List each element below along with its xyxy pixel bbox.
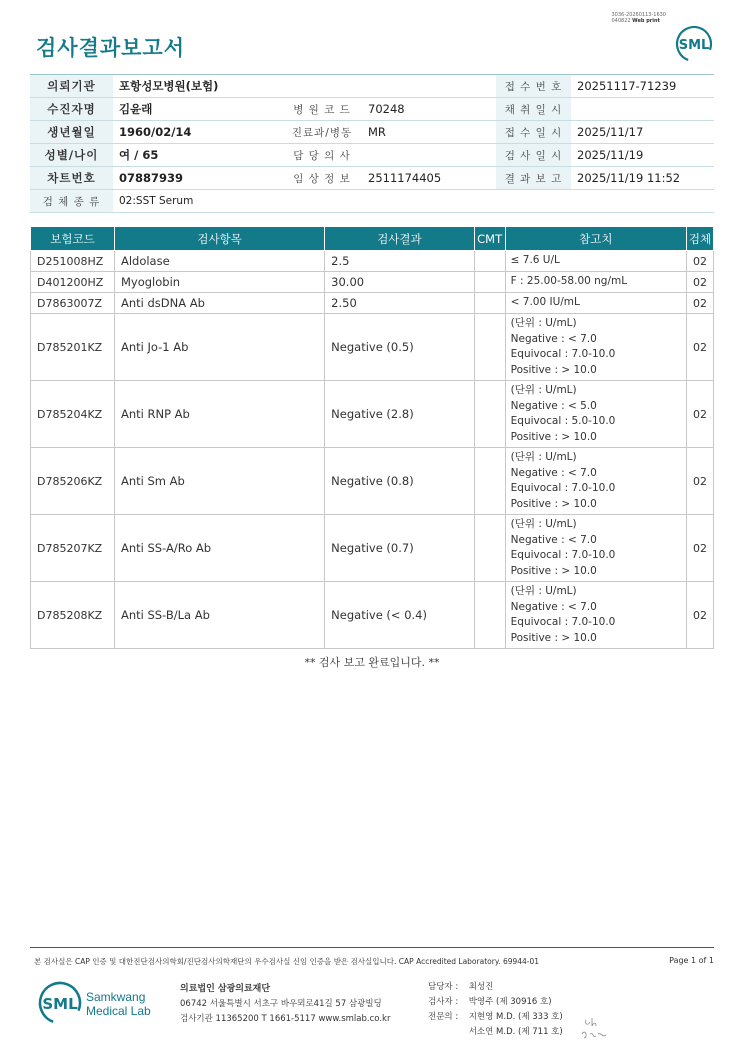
reference-cell: [505, 251, 686, 272]
info-row: [30, 121, 714, 144]
reference-cell: [505, 293, 686, 314]
reference-line: Equivocal : 7.0-10.0: [510, 482, 616, 494]
result-cell: Negative (0.5): [325, 314, 475, 381]
report-complete-note: ** 검사 보고 완료입니다. **: [304, 656, 440, 669]
staff-row: [428, 1025, 563, 1040]
staff-role: 검사자 :: [428, 997, 459, 1007]
samkwang-logo-icon: [36, 980, 84, 1026]
dept-label: 진료과/병동: [282, 121, 362, 144]
reference-line: ≤ 7.6 U/L: [510, 254, 560, 267]
clinical-info-label: 임 상 정 보: [282, 167, 362, 190]
staff-role: 담당자 :: [428, 982, 459, 992]
doctor-value: [362, 144, 496, 167]
test-item-cell: Aldolase: [114, 251, 324, 272]
foundation-contact: 검사기관 11365200 T 1661-5117 www.smlab.co.kr: [180, 1014, 391, 1024]
staff-info: [428, 980, 563, 1040]
col-header-cmt: CMT: [474, 227, 505, 251]
test-item-cell: Anti Sm Ab: [114, 448, 324, 515]
report-date-value: 2025/11/19 11:52: [571, 167, 714, 190]
reference-line: Positive : > 10.0: [510, 564, 597, 577]
foundation-name: 의료법인 삼광의료재단: [180, 984, 271, 994]
brand-name: [86, 990, 151, 1018]
reference-line: Positive : > 10.0: [510, 497, 597, 510]
col-header-specimen: 검체: [686, 227, 713, 251]
info-row: [30, 75, 714, 98]
result-cell: Negative (< 0.4): [325, 582, 475, 649]
cmt-cell: [474, 515, 505, 582]
specimen-type-label: 검 체 종 류: [30, 190, 113, 213]
insurance-code-cell: D251008HZ: [31, 251, 115, 272]
specimen-cell: 02: [686, 582, 713, 649]
collection-date-value: [571, 98, 714, 121]
specimen-type-value: 02:SST Serum: [113, 190, 714, 213]
insurance-code-cell: D785204KZ: [31, 381, 115, 448]
cmt-cell: [474, 272, 505, 293]
foundation-address: 06742 서울특별시 서초구 바우뫼로41길 57 삼광빌딩: [180, 999, 382, 1009]
staff-name: 박영주 (제 30916 호): [468, 997, 552, 1007]
reference-line: (단위 : U/mL): [510, 317, 577, 329]
test-date-value: 2025/11/19: [571, 144, 714, 167]
test-item-cell: Anti dsDNA Ab: [114, 293, 324, 314]
dob-label: 생년월일: [30, 121, 113, 144]
receipt-date-value: 2025/11/17: [571, 121, 714, 144]
result-cell: Negative (0.7): [325, 515, 475, 582]
test-item-cell: Anti SS-A/Ro Ab: [114, 515, 324, 582]
cmt-cell: [474, 293, 505, 314]
chart-no-value: 07887939: [113, 167, 282, 190]
result-cell: 2.5: [325, 251, 475, 272]
test-item-cell: Myoglobin: [114, 272, 324, 293]
info-row: [30, 190, 714, 213]
col-header-insurance-code: 보험코드: [31, 227, 115, 251]
print-code-label: Web print: [632, 18, 660, 24]
reference-cell: [505, 582, 686, 649]
result-row: [31, 448, 714, 515]
hospital-code-value: 70248: [362, 98, 496, 121]
staff-row: [428, 980, 563, 995]
staff-row: [428, 1010, 563, 1025]
sml-logo-text: SML: [678, 38, 710, 53]
test-item-cell: Anti SS-B/La Ab: [114, 582, 324, 649]
insurance-code-cell: D785208KZ: [31, 582, 115, 649]
reference-line: (단위 : U/mL): [510, 518, 577, 530]
reference-cell: [505, 448, 686, 515]
requesting-org-value: 포항성모병원(보험): [113, 75, 496, 98]
reference-line: (단위 : U/mL): [510, 451, 577, 463]
staff-row: [428, 995, 563, 1010]
reference-line: < 7.00 IU/mL: [510, 296, 580, 309]
sex-age-label: 성별/나이: [30, 144, 113, 167]
result-cell: 2.50: [325, 293, 475, 314]
result-row: [31, 293, 714, 314]
brand-line2: Medical Lab: [86, 1004, 151, 1018]
patient-name-label: 수진자명: [30, 98, 113, 121]
chart-no-label: 차트번호: [30, 167, 113, 190]
reference-line: Negative : < 7.0: [510, 466, 597, 479]
reference-line: Equivocal : 7.0-10.0: [510, 348, 616, 360]
col-header-reference: 참고치: [505, 227, 686, 251]
col-header-test-item: 검사항목: [114, 227, 324, 251]
result-row: [31, 582, 714, 649]
reference-cell: [505, 515, 686, 582]
cmt-cell: [474, 381, 505, 448]
brand-line1: Samkwang: [86, 990, 146, 1004]
staff-name: 서소연 M.D. (제 711 호): [468, 1027, 563, 1037]
test-item-cell: Anti Jo-1 Ab: [114, 314, 324, 381]
result-cell: Negative (0.8): [325, 448, 475, 515]
dob-value: 1960/02/14: [113, 121, 282, 144]
doctor-label: 담 당 의 사: [282, 144, 362, 167]
cmt-cell: [474, 314, 505, 381]
cmt-cell: [474, 582, 505, 649]
page-number: Page 1 of 1: [669, 956, 714, 965]
result-cell: 30.00: [325, 272, 475, 293]
dept-value: MR: [362, 121, 496, 144]
result-row: [31, 314, 714, 381]
specimen-cell: 02: [686, 381, 713, 448]
print-code-line1: 3036-20260113-1630: [611, 12, 666, 18]
sex-age-value: 여 / 65: [113, 144, 282, 167]
insurance-code-cell: D7863007Z: [31, 293, 115, 314]
results-table: [30, 226, 714, 649]
result-row: [31, 251, 714, 272]
hospital-code-label: 병 원 코 드: [282, 98, 362, 121]
reference-line: Negative : < 7.0: [510, 533, 597, 546]
result-row: [31, 381, 714, 448]
report-date-label: 결 과 보 고: [496, 167, 571, 190]
col-header-result: 검사결과: [325, 227, 475, 251]
insurance-code-cell: D785207KZ: [31, 515, 115, 582]
staff-name: 최성진: [468, 982, 494, 992]
results-header-row: [31, 227, 714, 251]
receipt-date-label: 접 수 일 시: [496, 121, 571, 144]
reference-line: Negative : < 7.0: [510, 332, 597, 345]
insurance-code-cell: D785201KZ: [31, 314, 115, 381]
reference-line: (단위 : U/mL): [510, 384, 577, 396]
results-body: [31, 251, 714, 649]
test-date-label: 검 사 일 시: [496, 144, 571, 167]
reference-line: Positive : > 10.0: [510, 631, 597, 644]
page-title: 검사결과보고서: [36, 36, 186, 60]
reference-line: Equivocal : 5.0-10.0: [510, 415, 616, 427]
specimen-cell: 02: [686, 251, 713, 272]
footer-divider: [30, 947, 714, 948]
staff-role: 전문의 :: [428, 1012, 459, 1022]
test-item-cell: Anti RNP Ab: [114, 381, 324, 448]
reference-line: Negative : < 5.0: [510, 399, 597, 412]
reference-cell: [505, 381, 686, 448]
print-code: [611, 12, 666, 24]
cmt-cell: [474, 448, 505, 515]
reference-line: Positive : > 10.0: [510, 363, 597, 376]
sml-logo-icon: [674, 24, 714, 64]
staff-name: 지현영 M.D. (제 333 호): [468, 1012, 563, 1022]
specimen-cell: 02: [686, 314, 713, 381]
specimen-cell: 02: [686, 272, 713, 293]
reference-cell: [505, 314, 686, 381]
signature-icon: [580, 1012, 610, 1040]
info-row: [30, 167, 714, 190]
requesting-org-label: 의뢰기관: [30, 75, 113, 98]
receipt-no-value: 20251117-71239: [571, 75, 714, 98]
insurance-code-cell: D401200HZ: [31, 272, 115, 293]
result-row: [31, 515, 714, 582]
reference-line: Equivocal : 7.0-10.0: [510, 549, 616, 561]
print-code-number: 040822: [611, 18, 631, 24]
receipt-no-label: 접 수 번 호: [496, 75, 571, 98]
reference-cell: [505, 272, 686, 293]
reference-line: F : 25.00-58.00 ng/mL: [510, 275, 628, 288]
patient-info-table: [30, 74, 714, 213]
print-code-line2: [611, 18, 666, 24]
result-row: [31, 272, 714, 293]
reference-line: (단위 : U/mL): [510, 585, 577, 597]
specimen-cell: 02: [686, 515, 713, 582]
foundation-info: [180, 982, 390, 1027]
specimen-cell: 02: [686, 293, 713, 314]
clinical-info-value: 2511174405: [362, 167, 496, 190]
info-row: [30, 98, 714, 121]
cmt-cell: [474, 251, 505, 272]
certification-text: 본 검사실은 CAP 인증 및 대한진단검사의학회/진단검사의학재단의 우수검사실 신임 인증을 받은 검사실입니다. CAP Accredited Laboratory. 69944-01: [34, 957, 540, 966]
reference-line: Negative : < 7.0: [510, 600, 597, 613]
specimen-cell: 02: [686, 448, 713, 515]
insurance-code-cell: D785206KZ: [31, 448, 115, 515]
reference-line: Equivocal : 7.0-10.0: [510, 616, 616, 628]
patient-name-value: 김윤래: [113, 98, 282, 121]
info-row: [30, 144, 714, 167]
samkwang-logo-text: SML: [42, 995, 78, 1013]
result-cell: Negative (2.8): [325, 381, 475, 448]
collection-date-label: 채 취 일 시: [496, 98, 571, 121]
reference-line: Positive : > 10.0: [510, 430, 597, 443]
